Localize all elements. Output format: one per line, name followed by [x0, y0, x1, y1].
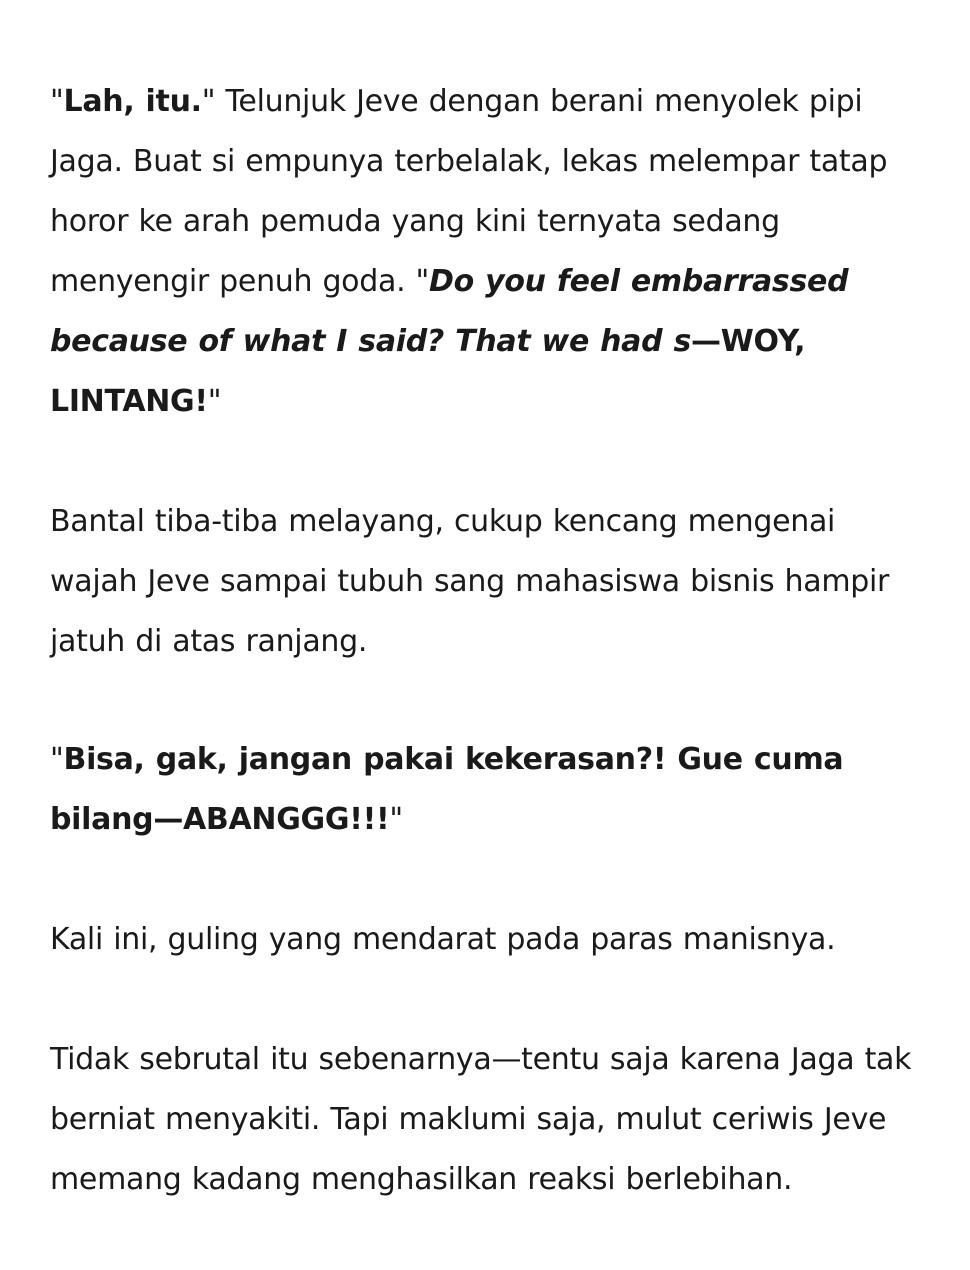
paragraph-2 [50, 492, 930, 672]
bold-dialogue: —WOY, LINTANG! [50, 324, 806, 419]
text-segment: Bantal tiba-tiba melayang, cukup kencang mengenai wajah Jeve sampai tubuh sang mahasiswa bisnis hampir jatuh di atas ranjang. [50, 504, 890, 659]
text-segment: " [50, 84, 64, 119]
text-segment: Tidak sebrutal itu sebenarnya—tentu saja karena Jaga tak berniat menyakiti. Tapi maklumi saja, mulut ceriwis Jeve memang kadang menghasilkan reaksi berlebihan. [50, 1042, 912, 1197]
text-segment: " [50, 742, 64, 777]
text-segment: Kali ini, guling yang mendarat pada paras manisnya. [50, 922, 836, 957]
bold-italic-dialogue: Do you feel embarrassed because of what I said? That we had s [50, 264, 849, 359]
text-segment: " [207, 384, 222, 419]
story-text [50, 72, 930, 1270]
bold-dialogue: Lah, itu. [63, 84, 202, 119]
paragraph-4 [50, 910, 930, 970]
text-segment: " Telunjuk Jeve dengan berani menyolek pipi Jaga. Buat si empunya terbelalak, lekas melempar tatap horor ke arah pemuda yang kini ternyata sedang menyengir penuh goda. " [50, 84, 888, 299]
paragraph-1 [50, 72, 930, 432]
text-segment: " [389, 802, 403, 837]
paragraph-5 [50, 1030, 930, 1210]
bold-dialogue: Bisa, gak, jangan pakai kekerasan?! Gue cuma bilang—ABANGGG!!! [50, 742, 844, 837]
paragraph-3 [50, 730, 930, 850]
